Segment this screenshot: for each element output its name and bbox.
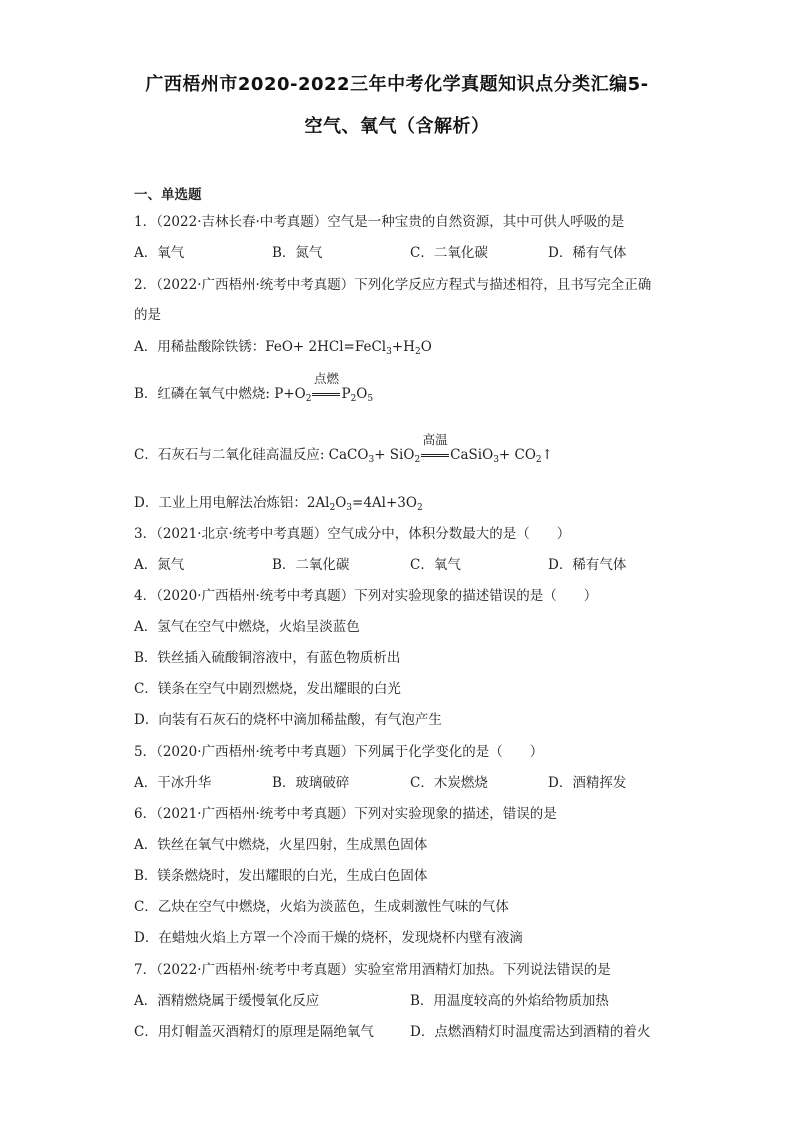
reaction-condition-ignite: 点燃 (311, 385, 341, 403)
question-1-option-b: B．氮气 (272, 245, 323, 261)
question-7-option-a: A．酒精燃烧属于缓慢氧化反应 (134, 993, 320, 1009)
question-7-stem: 7．（2022·广西梧州·统考中考真题）实验室常用酒精灯加热。下列说法错误的是 (134, 962, 611, 978)
question-2-option-d: D．工业上用电解法冶炼铝：$2Al_2O_3=4Al+3O_2$ (134, 495, 423, 513)
document-title-line1: 广西梧州市2020-2022三年中考化学真题知识点分类汇编5- (145, 74, 649, 95)
question-3-option-d: D．稀有气体 (548, 557, 627, 573)
question-5-option-a: A．干冰升华 (134, 775, 212, 791)
question-2-option-c: C．石灰石与二氧化硅高温反应: CaCO$_3$+ SiO$_2$ 高温 CaSiO$_3$+ $CO_2↑$ (134, 432, 553, 465)
question-2-stem: 2．（2022·广西梧州·统考中考真题）下列化学反应方程式与描述相符，且书写完全正确 (134, 277, 652, 293)
question-6-option-d: D．在蜡烛火焰上方罩一个冷而干燥的烧杯，发现烧杯内壁有液滴 (134, 930, 523, 946)
question-4-option-d: D．向装有石灰石的烧杯中滴加稀盐酸，有气泡产生 (134, 712, 442, 728)
question-1-option-c: C．二氧化碳 (410, 245, 488, 261)
question-5-option-d: D．酒精挥发 (548, 775, 627, 791)
document-title-line2: 空气、氧气（含解析） (304, 116, 490, 137)
question-6-option-a: A．铁丝在氧气中燃烧，火星四射，生成黑色固体 (134, 837, 428, 853)
reaction-condition-high-temp: 高温 (420, 446, 450, 464)
question-5-option-b: B．玻璃破碎 (272, 775, 350, 791)
question-6-stem: 6．（2021·广西梧州·统考中考真题）下列对实验现象的描述，错误的是 (134, 806, 557, 822)
question-4-option-b: B．铁丝插入硫酸铜溶液中，有蓝色物质析出 (134, 650, 401, 666)
question-6-option-c: C．乙炔在空气中燃烧，火焰为淡蓝色，生成刺激性气味的气体 (134, 899, 509, 915)
question-6-option-b: B．镁条燃烧时，发出耀眼的白光，生成白色固体 (134, 868, 428, 884)
question-3-option-a: A．氮气 (134, 557, 185, 573)
question-7-option-d: D．点燃酒精灯时温度需达到酒精的着火 (410, 1024, 651, 1040)
question-4-option-c: C．镁条在空气中剧烈燃烧，发出耀眼的白光 (134, 681, 401, 697)
question-3-option-c: C．氧气 (410, 557, 461, 573)
question-2-option-b: B．红磷在氧气中燃烧: $P+O_2$ 点燃 $P_2O_5$ (134, 371, 374, 404)
question-2-stem-cont: 的是 (134, 307, 161, 323)
section-heading: 一、单选题 (134, 187, 202, 203)
question-2-option-a: A．用稀盐酸除铁锈：$FeO+ 2HCl=FeCl_3+H_2O$ (134, 339, 432, 357)
question-5-option-c: C．木炭燃烧 (410, 775, 488, 791)
question-1-option-d: D．稀有气体 (548, 245, 627, 261)
question-3-option-b: B．二氧化碳 (272, 557, 350, 573)
question-1-stem: 1．（2022·吉林长春·中考真题）空气是一种宝贵的自然资源，其中可供人呼吸的是 (134, 214, 625, 230)
question-4-stem: 4．（2020·广西梧州·统考中考真题）下列对实验现象的描述错误的是（ ） (134, 588, 598, 604)
question-7-option-b: B．用温度较高的外焰给物质加热 (410, 993, 609, 1009)
question-7-option-c: C．用灯帽盖灭酒精灯的原理是隔绝氧气 (134, 1024, 374, 1040)
question-1-option-a: A．氧气 (134, 245, 185, 261)
question-3-stem: 3．（2021·北京·统考中考真题）空气成分中，体积分数最大的是（ ） (134, 526, 571, 542)
question-5-stem: 5．（2020·广西梧州·统考中考真题）下列属于化学变化的是（ ） (134, 744, 544, 760)
question-4-option-a: A．氢气在空气中燃烧，火焰呈淡蓝色 (134, 619, 360, 635)
